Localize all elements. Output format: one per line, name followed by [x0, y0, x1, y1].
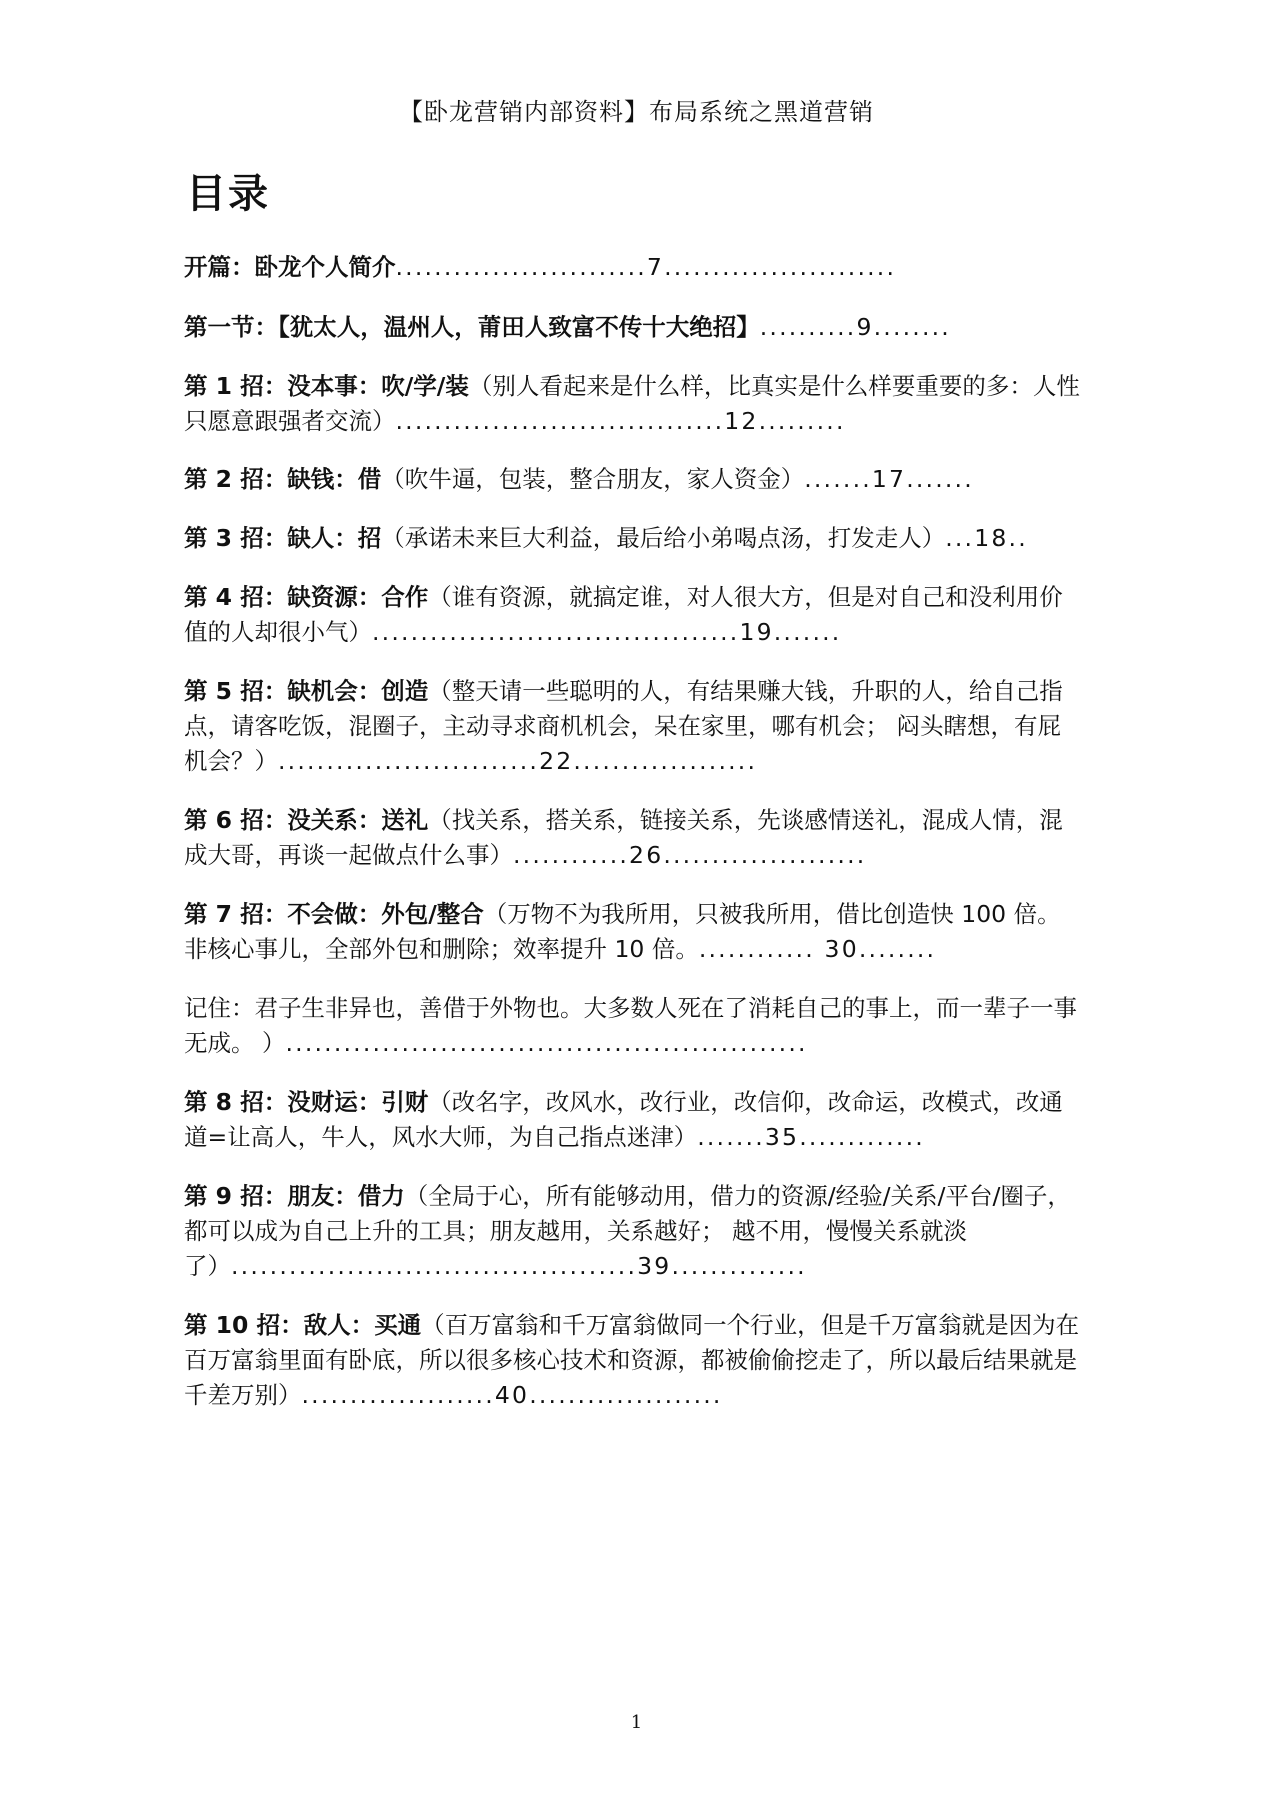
toc-entry [184, 580, 1084, 650]
entry-leader-page: ............26..................... [513, 841, 867, 869]
entry-heading: 第 4 招：缺资源：合作 [184, 583, 429, 611]
entry-heading: 第 6 招：没关系：送礼 [184, 806, 429, 834]
entry-leader-page: ......................................19....... [372, 618, 842, 646]
toc-entry [184, 897, 1084, 967]
entry-heading: 第 10 招：敌人：买通 [184, 1311, 422, 1339]
entry-leader-page: ...................................................... [285, 1029, 808, 1057]
entry-leader-page: ....................40.................... [301, 1381, 723, 1409]
toc-note [184, 991, 1084, 1061]
entry-heading: 开篇：卧龙个人简介 [184, 253, 396, 281]
entry-heading: 第 9 招：朋友：借力 [184, 1182, 405, 1210]
toc-entry [184, 674, 1084, 779]
entry-heading: 第 2 招：缺钱：借 [184, 465, 382, 493]
entry-description: （找关系，搭关系，链接关系，先谈感情送礼，混成人情，混成大哥，再谈一起做点什么事） [184, 806, 1063, 869]
entry-heading: 第 8 招：没财运：引财 [184, 1088, 429, 1116]
toc-entry [184, 521, 1084, 556]
entry-description: （万物不为我所用，只被我所用，借比创造快 100 倍。 非核心事儿，全部外包和删除；效率提升 10 倍。 [184, 900, 1061, 963]
toc-entry [184, 369, 1084, 439]
entry-heading: 第 7 招：不会做：外包/整合 [184, 900, 484, 928]
entry-heading: 第 3 招：缺人：招 [184, 524, 382, 552]
entry-heading: 第一节：【犹太人，温州人，莆田人致富不传十大绝招】 [184, 313, 760, 341]
entry-leader-page: ............ 30........ [698, 935, 937, 963]
entry-description: （百万富翁和千万富翁做同一个行业，但是千万富翁就是因为在百万富翁里面有卧底，所以很多核心技术和资源，都被偷偷挖走了，所以最后结果就是千差万别） [184, 1311, 1080, 1409]
toc-title: 目录 [186, 171, 270, 217]
entry-leader-page: ...........................22................... [278, 747, 758, 775]
entry-leader-page: ..........9........ [759, 313, 951, 341]
entry-description: 记住：君子生非异也，善借于外物也。大多数人死在了消耗自己的事上，而一辈子一事无成。 ） [184, 994, 1077, 1057]
entry-description: （全局于心，所有能够动用，借力的资源/经验/关系/平台/圈子，都可以成为自己上升的工具；朋友越用，关系越好； 越不用，慢慢关系就淡了） [184, 1182, 1071, 1280]
toc-entry [184, 250, 1084, 285]
entry-leader-page: ..................................12......... [395, 407, 846, 435]
toc-entry [184, 462, 1084, 497]
entry-leader-page: ..........................7........................ [395, 253, 897, 281]
toc-entry [184, 1179, 1084, 1284]
toc-entry [184, 310, 1084, 345]
entry-leader-page: .......17....... [804, 465, 974, 493]
entry-description: （吹牛逼，包装，整合朋友，家人资金） [381, 465, 805, 493]
toc-entry [184, 803, 1084, 873]
toc-entry [184, 1085, 1084, 1155]
entry-description: （谁有资源，就搞定谁，对人很大方，但是对自己和没利用价值的人却很小气） [184, 583, 1063, 646]
entry-leader-page: ...18.. [945, 524, 1028, 552]
entry-leader-page: ..........................................39.............. [231, 1252, 807, 1280]
running-header: 【卧龙营销内部资料】布局系统之黑道营销 [399, 98, 874, 126]
entry-description: （别人看起来是什么样，比真实是什么样要重要的多：人性只愿意跟强者交流） [184, 372, 1080, 435]
entry-leader-page: .......35............. [697, 1123, 925, 1151]
entry-description: （承诺未来巨大利益，最后给小弟喝点汤，打发走人） [381, 524, 946, 552]
entry-description: （整天请一些聪明的人，有结果赚大钱，升职的人，给自己指点，请客吃饭，混圈子，主动寻求商机机会，呆在家里，哪有机会； 闷头瞎想，有屁机会？） [184, 677, 1063, 775]
entry-heading: 第 1 招：没本事：吹/学/装 [184, 372, 469, 400]
entry-heading: 第 5 招：缺机会：创造 [184, 677, 429, 705]
table-of-contents [184, 250, 1084, 1413]
toc-entry [184, 1308, 1084, 1413]
page-number: 1 [630, 1712, 643, 1733]
entry-description: （改名字，改风水，改行业，改信仰，改命运，改模式，改通道=让高人，牛人，风水大师，为自己指点迷津） [184, 1088, 1063, 1151]
